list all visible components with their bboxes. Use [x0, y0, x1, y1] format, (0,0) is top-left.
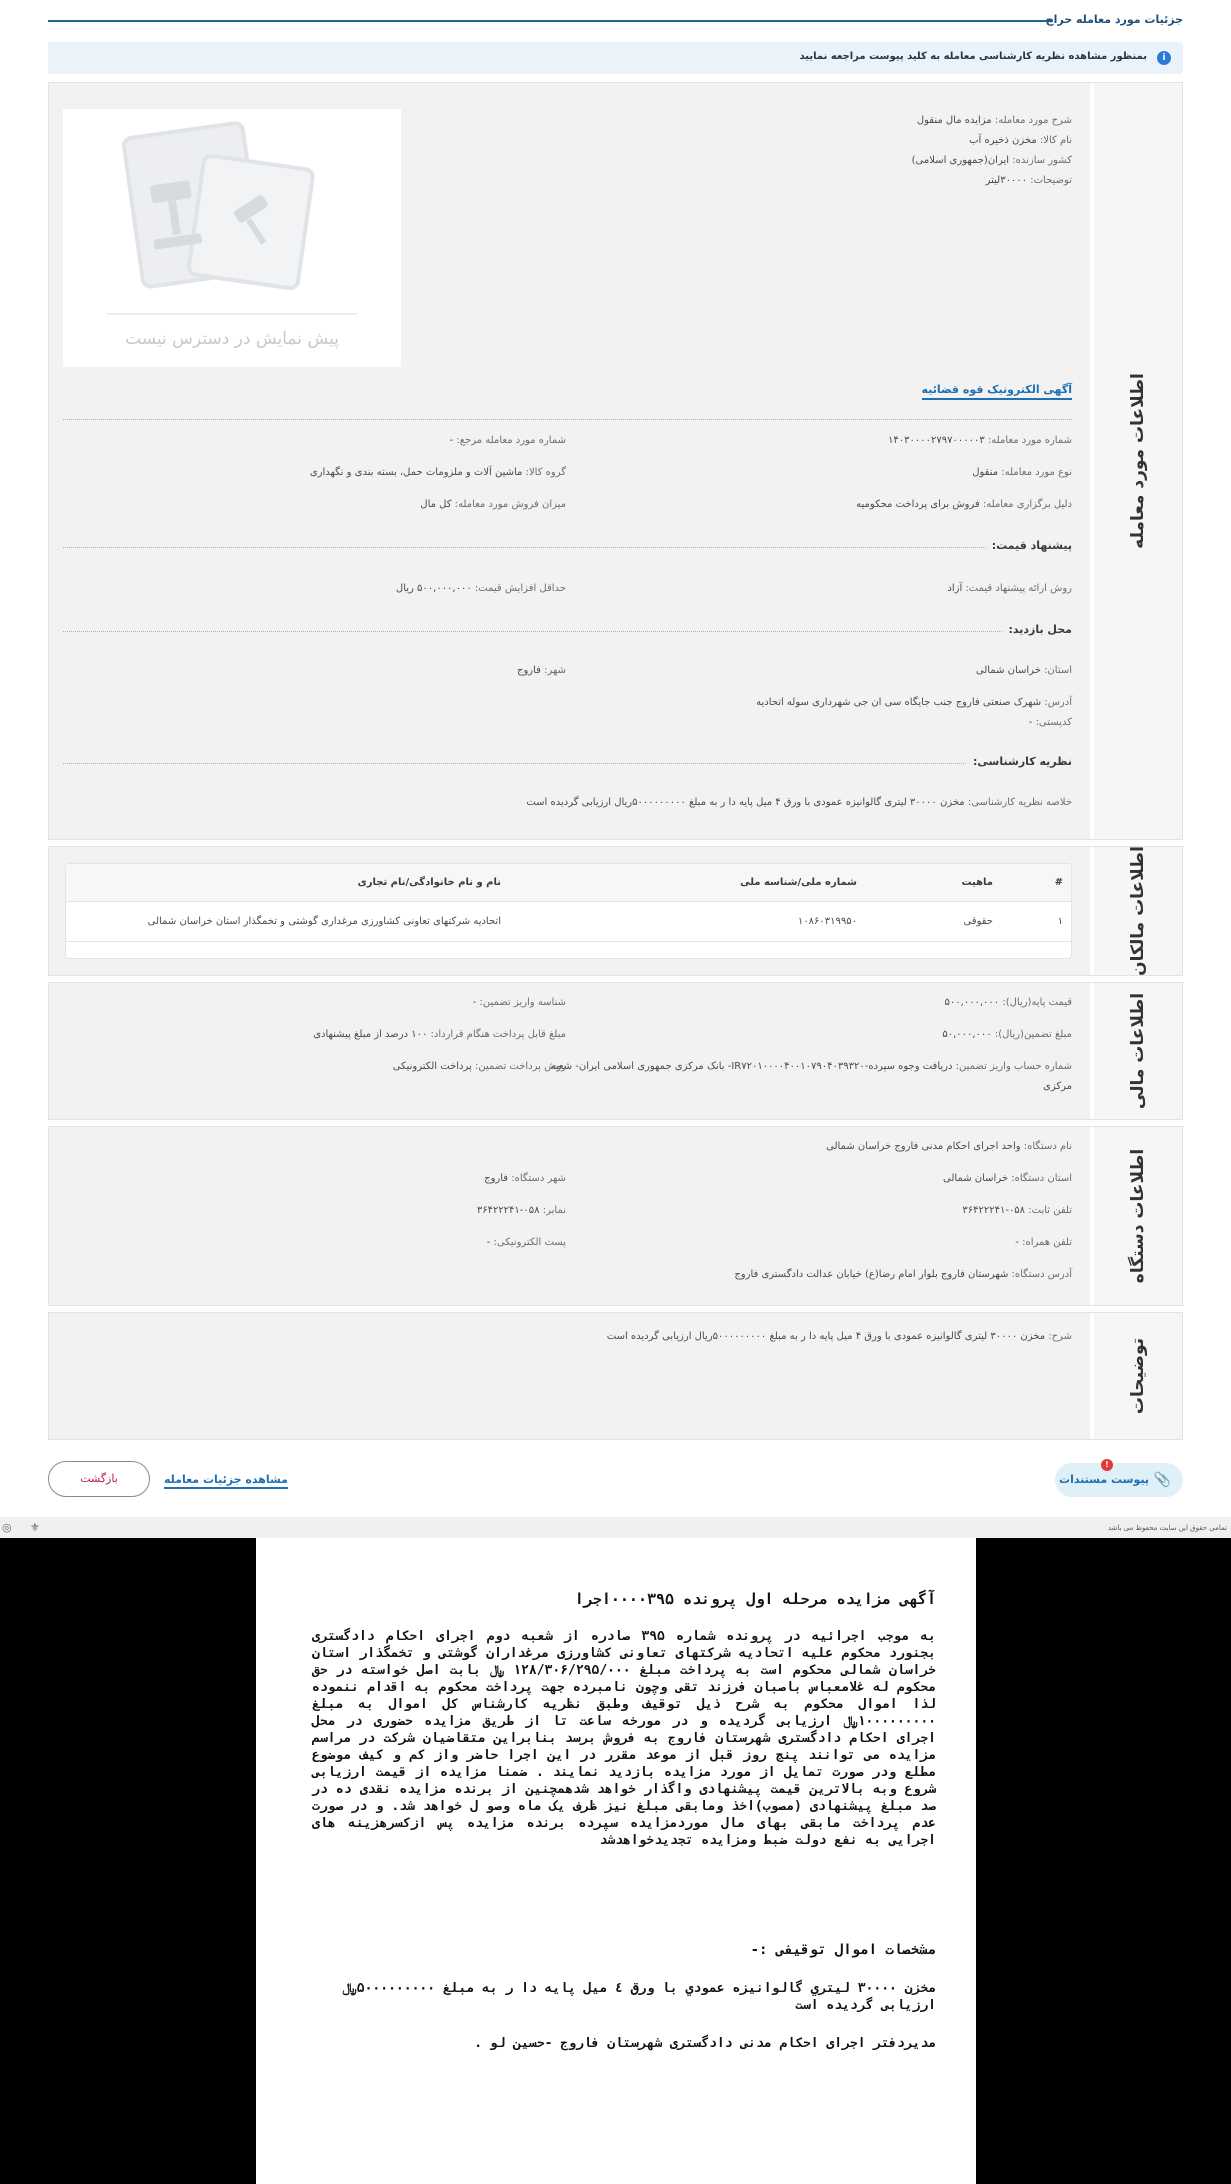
- org-email-label: پست الکترونیکی:: [493, 1237, 566, 1248]
- item-type-value: منقول: [972, 467, 999, 478]
- province-value: خراسان شمالی: [975, 665, 1041, 676]
- deposit-id-label: شناسه واریز تضمین:: [479, 997, 566, 1008]
- owners-body: [49, 847, 1086, 975]
- sale-amount-label: میزان فروش مورد معامله:: [454, 499, 566, 510]
- explanations-value: ۳۰۰۰۰لیتر: [985, 175, 1028, 186]
- base-price-row: [944, 997, 1072, 1008]
- org-address-label: آدرس دستگاه:: [1011, 1269, 1072, 1280]
- account-label: شماره حساب واریز تضمین:: [955, 1061, 1072, 1072]
- financial-tab: [1090, 983, 1182, 1119]
- expert-summary-label: خلاصه نظریه کارشناسی:: [967, 797, 1072, 808]
- seized-goods-heading: مشخصات اموال توقیفی :-: [750, 1942, 936, 1958]
- pay-method-row: [393, 1061, 566, 1072]
- item-info-body: [49, 83, 1086, 839]
- pay-method-value: پرداخت الکترونیکی: [392, 1061, 472, 1072]
- footer: [0, 1517, 1231, 1538]
- table-header: [66, 864, 1071, 902]
- account-value-cont: مرکزی: [1043, 1081, 1072, 1092]
- org-city-value: فاروج: [484, 1173, 509, 1184]
- payable-label: مبلغ قابل پرداخت هنگام قرارداد:: [430, 1029, 566, 1040]
- account-value: دریافت وجوه سپرده-IR۷۲۰۱۰۰۰۰۴۰۰۱۰۷۹۰۴۰۳۹۳۲۰- بانک مرکزی جمهوری اسلامی ایران- شعبه: [550, 1061, 953, 1072]
- page-title: جزئیات مورد معامله حراج: [1045, 13, 1183, 26]
- org-mobile-row: [1015, 1237, 1072, 1248]
- org-phone-value: ۰۵۸-۳۶۴۲۲۲۴۱: [962, 1205, 1026, 1216]
- owner-national-id: ۱۰۸۶۰۳۱۹۹۵۰: [797, 916, 857, 927]
- divider: [63, 763, 1072, 764]
- org-mobile-value: -: [1015, 1237, 1019, 1248]
- org-name-label: نام دستگاه:: [1023, 1141, 1072, 1152]
- org-address-row: [734, 1269, 1072, 1280]
- owners-tab: [1090, 847, 1182, 975]
- item-info-tab: [1090, 83, 1182, 839]
- emblem-icon: ⚜: [30, 1521, 40, 1534]
- copyright-text: تمامی حقوق این سایت محفوظ می باشد: [1107, 1524, 1227, 1532]
- province-row: [976, 665, 1072, 676]
- owners-section: [48, 846, 1183, 976]
- sale-amount-row: [420, 499, 566, 510]
- explanations-label: توضیحات:: [1030, 175, 1072, 186]
- attachments-button-label: پیوست مستندات: [1059, 1473, 1149, 1486]
- min-increase-value: ۵۰۰,۰۰۰,۰۰۰ ریال: [395, 583, 472, 594]
- sale-amount-value: کل مال: [420, 499, 452, 510]
- document-page: [256, 1538, 976, 2184]
- column-header: #: [1054, 877, 1063, 888]
- org-province-value: خراسان شمالی: [943, 1173, 1009, 1184]
- explanations-row: [986, 175, 1072, 186]
- ref-number-label: شماره مورد معامله مرجع:: [456, 435, 566, 446]
- org-city-label: شهر دستگاه:: [511, 1173, 566, 1184]
- financial-body: [49, 983, 1086, 1119]
- address-row: [756, 697, 1072, 708]
- org-email-row: [487, 1237, 566, 1248]
- notes-desc-row: [607, 1331, 1072, 1342]
- pay-method-label: روش پرداخت تضمین:: [475, 1061, 566, 1072]
- postal-value: -: [1028, 717, 1033, 728]
- goods-group-row: [310, 467, 566, 478]
- item-number-label: شماره مورد معامله:: [987, 435, 1072, 446]
- e-ad-link[interactable]: آگهی الکترونیک قوه قضائیه: [922, 383, 1072, 400]
- seal-icon: ◎: [2, 1521, 12, 1534]
- organization-tab: [1090, 1127, 1182, 1305]
- owners-table: [65, 863, 1072, 959]
- info-banner-text: بمنظور مشاهده نظریه کارشناسی معامله به کلید پیوست مراجعه نمایید: [799, 51, 1147, 62]
- deposit-id-row: [473, 997, 566, 1008]
- item-number-value: ۱۴۰۳۰۰۰۰۲۷۹۷۰۰۰۰۰۳: [888, 435, 985, 446]
- column-header: ماهیت: [961, 877, 993, 888]
- province-label: استان:: [1044, 665, 1072, 676]
- item-info-section: [48, 82, 1183, 840]
- back-button[interactable]: [48, 1461, 150, 1497]
- ref-number-row: [450, 435, 566, 446]
- reason-label: دلیل برگزاری معامله:: [982, 499, 1072, 510]
- visit-place-heading: محل بازدید:: [1002, 623, 1072, 636]
- goods-name-row: [969, 135, 1072, 146]
- notes-desc-value: مخزن ۳۰۰۰۰ لیتری گالوانیزه عمودی با ورق ۴ میل پایه دا ر به مبلغ ۵۰۰۰۰۰۰۰۰۰ریال ارزیابی گردیده است: [606, 1331, 1046, 1342]
- country-row: [912, 155, 1072, 166]
- owners-tab-label: اطلاعات مالکان: [1128, 846, 1148, 976]
- column-header: شماره ملی/شناسه ملی: [740, 877, 857, 888]
- item-desc-row: [917, 115, 1072, 126]
- postal-row: [1029, 717, 1072, 728]
- city-label: شهر:: [544, 665, 566, 676]
- goods-group-label: گروه کالا:: [525, 467, 566, 478]
- ref-number-value: -: [449, 435, 454, 446]
- offer-method-label: روش ارائه پیشنهاد قیمت:: [965, 583, 1072, 594]
- address-label: آدرس:: [1044, 697, 1072, 708]
- info-banner: [48, 42, 1183, 74]
- guarantee-value: ۵۰,۰۰۰,۰۰۰: [942, 1029, 992, 1040]
- offer-method-row: [947, 583, 1072, 594]
- notes-tab: [1090, 1313, 1182, 1439]
- item-type-row: [972, 467, 1072, 478]
- expert-heading: نظریه کارشناسی:: [967, 755, 1072, 768]
- offer-method-value: آزاد: [947, 583, 963, 594]
- item-type-label: نوع مورد معامله:: [1001, 467, 1072, 478]
- header-divider: [48, 20, 1053, 22]
- reason-value: فروش برای پرداخت محکومیه: [856, 499, 980, 510]
- org-email-value: -: [486, 1237, 491, 1248]
- owner-name: اتحادیه شرکتهای تعاونی کشاورزی مرغداری گوشتی و تخمگذار استان خراسان شمالی: [147, 916, 501, 927]
- notes-body: [49, 1313, 1086, 1439]
- preview-unavailable-text: پیش نمایش در دسترس نیست: [125, 329, 339, 349]
- org-city-row: [484, 1173, 566, 1184]
- item-desc-value: مزایده مال منقول: [916, 115, 992, 126]
- owner-type: حقوقی: [963, 916, 993, 927]
- page-header: [48, 10, 1183, 32]
- payable-value: ۱۰۰ درصد از مبلغ پیشنهادی: [313, 1029, 428, 1040]
- image-preview: [63, 109, 401, 367]
- paperclip-icon: 📎: [1153, 1472, 1171, 1488]
- org-mobile-label: تلفن همراه:: [1022, 1237, 1072, 1248]
- org-phone-row: [962, 1205, 1072, 1216]
- attachments-button[interactable]: [1055, 1463, 1183, 1497]
- divider: [63, 631, 1072, 632]
- info-icon: i: [1157, 51, 1171, 65]
- document-viewer: [0, 1538, 1231, 2184]
- min-increase-label: حداقل افزایش قیمت:: [474, 583, 566, 594]
- view-details-link[interactable]: مشاهده جزئیات معامله: [164, 1473, 288, 1489]
- payable-row: [313, 1029, 566, 1040]
- city-row: [517, 665, 566, 676]
- document-title: آگهی مزایده مرحله اول پرونده ۰۰۰۰۳۹۵اجرا: [574, 1590, 936, 1608]
- item-desc-label: شرح مورد معامله:: [994, 115, 1072, 126]
- table-row: [66, 902, 1071, 942]
- org-name-row: [826, 1141, 1072, 1152]
- price-offer-heading: پیشنهاد قیمت:: [986, 539, 1072, 552]
- document-body: به موجب اجرائیه در پرونده شماره ۳۹۵ صادره از شعبه دوم اجرای احکام دادگستری بجنورد محکوم علیه اتحادیه شرکتهای تعاونی کشاورزی مرغداران گوشتی و تخمگذار استان خراسان شمالی محکوم است به پرداخت مبلغ ۱۲۸/۳۰۶/۲۹۵/۰۰۰ ﷼ بابت اصل خواسته در حق محکوم له غلامعباس باصبان فرزند تقی وچون نامبرده جهت پرداخت محکوم به اقدام ننموده لذا اموال محکوم به شرح ذیل توقیف وطبق نظریه کارشناس کل اموال به مبلغ ۱۰۰۰۰۰۰۰۰۰﷼ ارزیابی گردیده و در مورخه ساعت تا از طریق مزایده حضوری در محل اجرای احکام دادگستری شهرستان فاروج به فروش برسد بنابراین متقاضیان شرکت در مراسم مزایده می توانند پنج روز قبل از موعد مقرر در این اجرا حاضر واز کم و کیف موضوع مطلع ودر صورت تمایل از مورد مزایده بازدید نمایند . ضمنا مزایده از قیمت ارزیابی شروع وبه بالاترین قیمت پیشنهادی واگذار خواهد شدهمچنین از برنده مزایده نقدی ده در صد مبلغ پیشنهادی (مصوب)اخذ ومابقی مبلغ نیز ظرف یک ماه وصو ل خواهد شد. و در صورت عدم پرداخت مابقی بهای مال موردمزایده سپرده برنده مزایده پس ازکسرهزینه های اجرایی به نفع دولت ضبط ومزایده تجدیدخواهدشد: [312, 1629, 937, 1848]
- financial-section: [48, 982, 1183, 1120]
- goods-name-value: مخزن ذخیره آب: [969, 135, 1037, 146]
- guarantee-row: [942, 1029, 1072, 1040]
- org-province-row: [943, 1173, 1072, 1184]
- row-index: ۱: [1057, 916, 1063, 927]
- document-signature: مدیردفتر اجرای احکام مدنی دادگستری شهرستان فاروج -حسین لو .: [474, 2036, 936, 2051]
- reason-row: [856, 499, 1072, 510]
- organization-tab-label: اطلاعات دستگاه: [1128, 1148, 1148, 1284]
- postal-label: کدپستی:: [1035, 717, 1072, 728]
- org-fax-label: نمابر:: [542, 1205, 566, 1216]
- expert-summary-value: مخزن ۳۰۰۰۰ لیتری گالوانیزه عمودی با ورق ۴ میل پایه دا ر به مبلغ ۵۰۰۰۰۰۰۰۰۰ریال ارزیابی گردیده است: [526, 797, 965, 808]
- org-phone-label: تلفن ثابت:: [1028, 1205, 1072, 1216]
- min-increase-row: [396, 583, 566, 594]
- goods-name-label: نام کالا:: [1039, 135, 1072, 146]
- address-value: شهرک صنعتی فاروج جنب جایگاه سی ان جی شهرداری سوله اتحادیه: [756, 697, 1042, 708]
- back-button-label: بازگشت: [80, 1472, 118, 1485]
- org-name-value: واحد اجرای احکام مدنی فاروج خراسان شمالی: [826, 1141, 1021, 1152]
- column-header: نام و نام خانوادگی/نام تجاری: [357, 877, 501, 888]
- e-ad-link-wrap: [922, 383, 1072, 396]
- country-label: کشور سازنده:: [1012, 155, 1072, 166]
- organization-section: [48, 1126, 1183, 1306]
- account-row: [550, 1061, 1072, 1072]
- notes-desc-label: شرح:: [1048, 1331, 1072, 1342]
- base-price-label: قیمت پایه(ریال):: [1002, 997, 1072, 1008]
- org-province-label: استان دستگاه:: [1011, 1173, 1072, 1184]
- organization-body: [49, 1127, 1086, 1305]
- org-fax-value: ۰۵۸-۳۶۴۲۲۲۴۱: [476, 1205, 540, 1216]
- notes-tab-label: توضیحات: [1128, 1337, 1148, 1415]
- seized-goods-body: مخزن ۳۰۰۰۰ لیتري گالوانیزه عمودي با ورق ٤ میل پایه دا ر به مبلغ ۵۰۰۰۰۰۰۰۰۰﷼ ارزیابی گردیده است: [342, 1981, 936, 2013]
- financial-tab-label: اطلاعات مالی: [1128, 992, 1148, 1110]
- guarantee-label: مبلغ تضمین(ریال):: [994, 1029, 1072, 1040]
- city-value: فاروج: [516, 665, 541, 676]
- notes-section: [48, 1312, 1183, 1440]
- org-fax-row: [477, 1205, 566, 1216]
- goods-group-value: ماشین آلات و ملزومات حمل، بسته بندی و نگهداری: [309, 467, 523, 478]
- country-value: ایران(جمهوری اسلامی): [911, 155, 1010, 166]
- org-address-value: شهرستان فاروج بلوار امام رضا(ع) خیابان عدالت دادگستری فاروج: [734, 1269, 1009, 1280]
- item-info-tab-label: اطلاعات مورد معامله: [1128, 373, 1148, 549]
- base-price-value: ۵۰۰,۰۰۰,۰۰۰: [944, 997, 1000, 1008]
- divider: [63, 419, 1072, 420]
- deposit-id-value: -: [472, 997, 477, 1008]
- item-number-row: [888, 435, 1072, 446]
- divider: [63, 547, 1072, 548]
- expert-summary-row: [526, 797, 1072, 808]
- attachment-alert-badge: !: [1101, 1459, 1113, 1471]
